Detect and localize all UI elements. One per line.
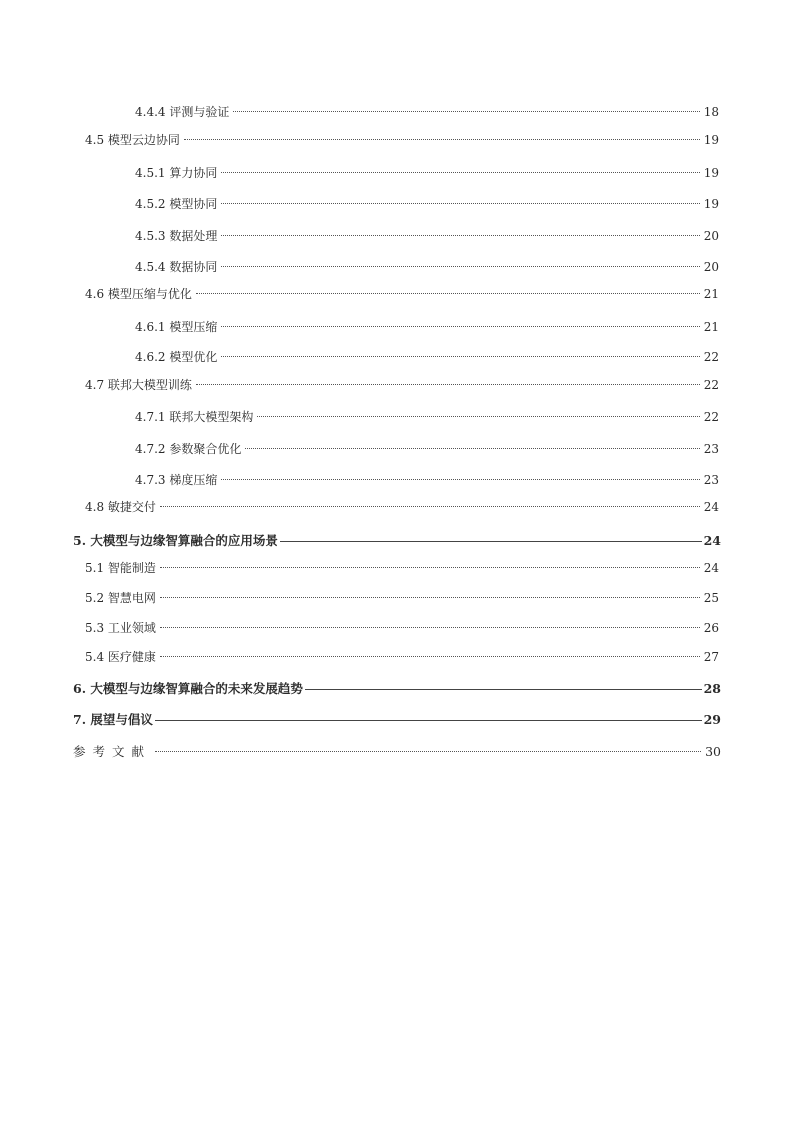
toc-entry-page: 22 (703, 350, 719, 364)
toc-entry-4-7-1[interactable] (135, 407, 719, 427)
line-leader (155, 720, 702, 721)
toc-entry-4-6-2[interactable] (135, 347, 719, 367)
line-leader (305, 689, 702, 690)
toc-entry-page: 27 (703, 650, 719, 664)
dot-leader (160, 567, 700, 568)
line-leader (280, 541, 702, 542)
toc-entry-page: 23 (703, 442, 719, 456)
dot-leader (221, 172, 699, 173)
toc-entry-4-6[interactable] (85, 284, 719, 304)
dot-leader (184, 139, 700, 140)
dot-leader (221, 326, 699, 327)
toc-entry-label: 4.7.2 参数聚合优化 (135, 442, 242, 456)
toc-entry-label: 5.3 工业领域 (85, 621, 156, 635)
toc-entry-4-8[interactable] (85, 497, 719, 517)
toc-entry-label: 5.4 医疗健康 (85, 650, 156, 664)
dot-leader (257, 416, 699, 417)
toc-entry-label: 4.4.4 评测与验证 (135, 105, 230, 119)
toc-entry-page: 24 (703, 561, 719, 575)
toc-entry-4-5-3[interactable] (135, 226, 719, 246)
toc-entry-5-4[interactable] (85, 647, 719, 667)
toc-entry-5-2[interactable] (85, 588, 719, 608)
dot-leader (196, 293, 700, 294)
toc-entry-chapter-7[interactable] (73, 710, 721, 730)
toc-entry-label: 4.5.2 模型协同 (135, 197, 218, 211)
toc-entry-label: 4.6 模型压缩与优化 (85, 287, 192, 301)
toc-entry-page: 23 (703, 473, 719, 487)
toc-entry-label: 4.5.3 数据处理 (135, 229, 218, 243)
toc-entry-page: 18 (703, 105, 719, 119)
toc-entry-label: 5.1 智能制造 (85, 561, 156, 575)
toc-entry-4-7-2[interactable] (135, 439, 719, 459)
toc-entry-label: 7. 展望与倡议 (73, 712, 153, 727)
dot-leader (221, 479, 699, 480)
toc-entry-page: 20 (703, 229, 719, 243)
toc-entry-chapter-5[interactable] (73, 531, 721, 551)
toc-entry-page: 20 (703, 260, 719, 274)
dot-leader (221, 203, 699, 204)
toc-entry-page: 24 (703, 500, 719, 514)
dot-leader (160, 627, 700, 628)
dot-leader (221, 356, 699, 357)
dot-leader (160, 656, 700, 657)
toc-entry-label: 5.2 智慧电网 (85, 591, 156, 605)
toc-entry-page: 19 (703, 166, 719, 180)
toc-entry-page: 25 (703, 591, 719, 605)
toc-entry-label: 参考文献 (73, 744, 152, 759)
toc-entry-label: 4.7.3 梯度压缩 (135, 473, 218, 487)
dot-leader (155, 751, 701, 752)
toc-entry-label: 5. 大模型与边缘智算融合的应用场景 (73, 533, 278, 548)
toc-entry-references[interactable] (73, 742, 721, 762)
toc-entry-4-7-3[interactable] (135, 470, 719, 490)
toc-entry-5-1[interactable] (85, 558, 719, 578)
dot-leader (221, 235, 699, 236)
toc-entry-chapter-6[interactable] (73, 679, 721, 699)
toc-entry-page: 22 (703, 410, 719, 424)
toc-entry-page: 26 (703, 621, 719, 635)
dot-leader (160, 597, 700, 598)
toc-entry-4-5-2[interactable] (135, 194, 719, 214)
toc-entry-5-3[interactable] (85, 618, 719, 638)
dot-leader (160, 506, 700, 507)
dot-leader (196, 384, 700, 385)
toc-entry-page: 19 (703, 133, 719, 147)
toc-entry-4-5-1[interactable] (135, 163, 719, 183)
toc-entry-page: 28 (703, 681, 721, 696)
toc-entry-label: 4.7 联邦大模型训练 (85, 378, 192, 392)
dot-leader (221, 266, 699, 267)
toc-entry-label: 4.8 敏捷交付 (85, 500, 156, 514)
toc-entry-page: 29 (703, 712, 721, 727)
toc-entry-label: 4.6.2 模型优化 (135, 350, 218, 364)
toc-entry-4-5[interactable] (85, 130, 719, 150)
toc-entry-page: 24 (703, 533, 721, 548)
toc-entry-label: 4.7.1 联邦大模型架构 (135, 410, 254, 424)
toc-entry-label: 4.6.1 模型压缩 (135, 320, 218, 334)
toc-entry-label: 4.5.1 算力协同 (135, 166, 218, 180)
toc-entry-page: 21 (703, 287, 719, 301)
dot-leader (233, 111, 699, 112)
toc-entry-4-7[interactable] (85, 375, 719, 395)
toc-entry-4-6-1[interactable] (135, 317, 719, 337)
toc-entry-4-5-4[interactable] (135, 257, 719, 277)
dot-leader (245, 448, 699, 449)
toc-entry-page: 30 (705, 744, 721, 759)
toc-entry-label: 6. 大模型与边缘智算融合的未来发展趋势 (73, 681, 303, 696)
toc-entry-page: 21 (703, 320, 719, 334)
toc-entry-page: 19 (703, 197, 719, 211)
toc-entry-page: 22 (703, 378, 719, 392)
toc-entry-label: 4.5.4 数据协同 (135, 260, 218, 274)
toc-entry-4-4-4[interactable] (135, 102, 719, 122)
toc-entry-label: 4.5 模型云边协同 (85, 133, 180, 147)
